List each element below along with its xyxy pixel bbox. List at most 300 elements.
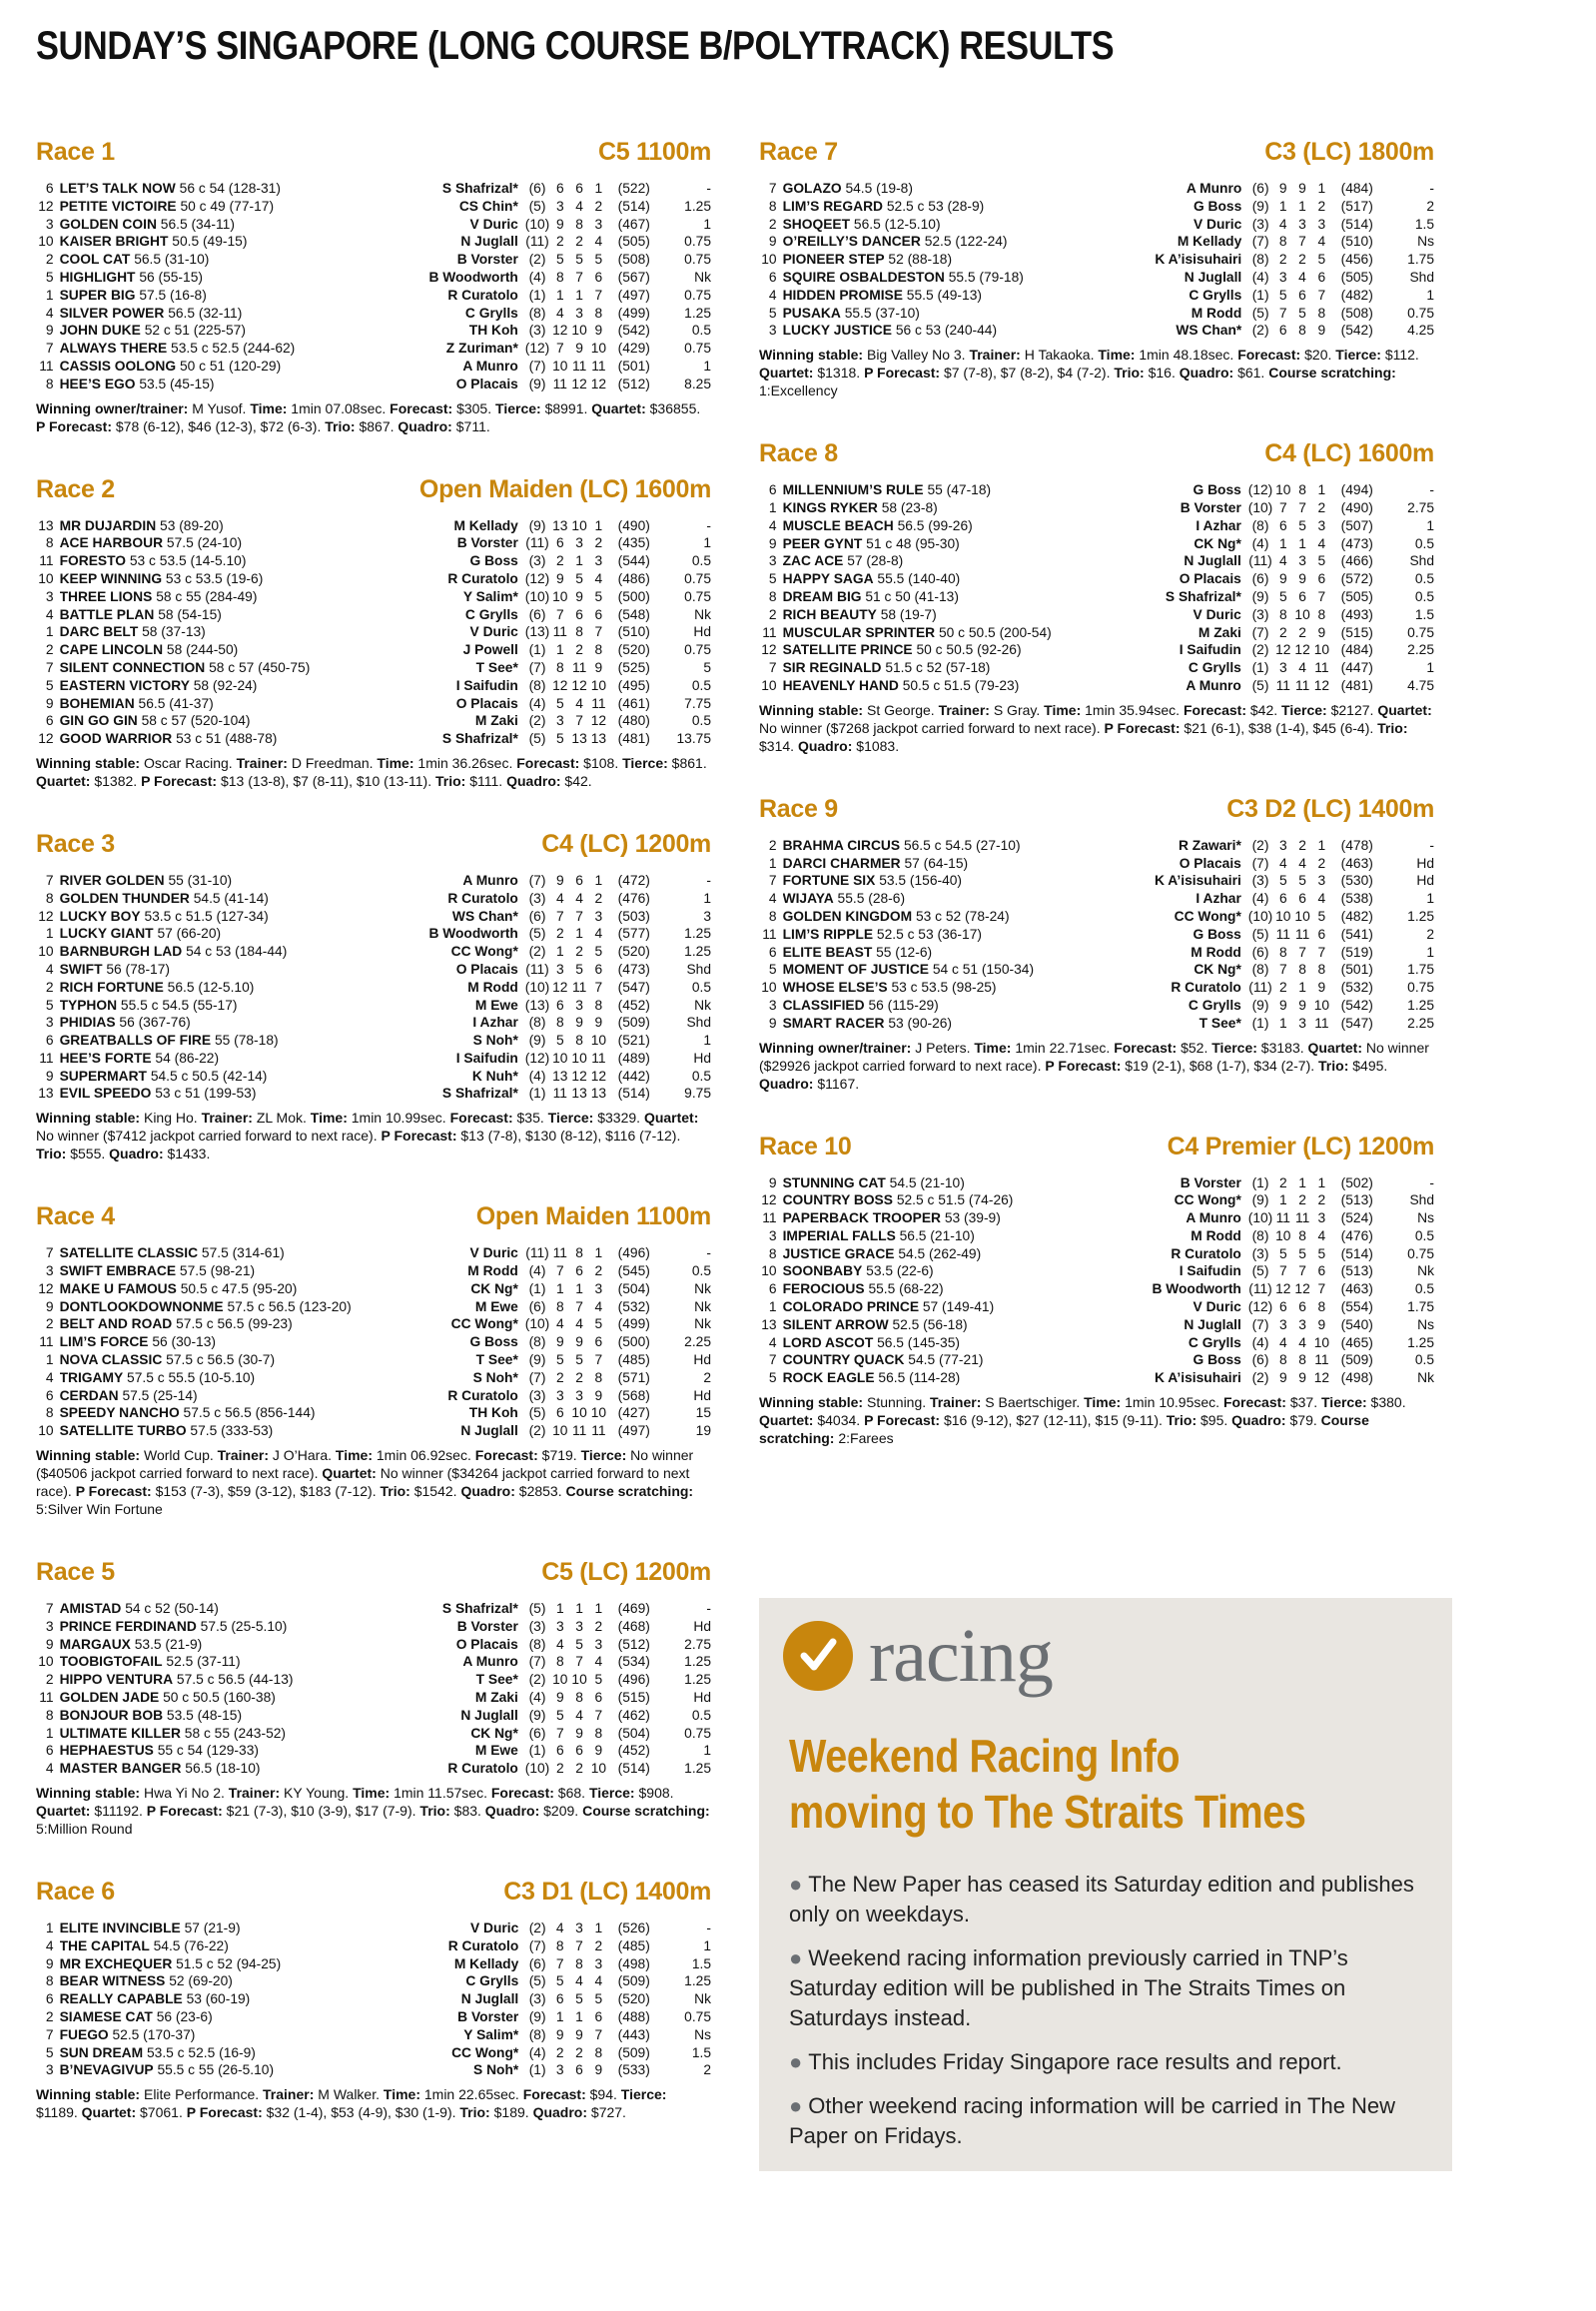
finish-position: 7 (594, 1352, 603, 1368)
race-header (36, 830, 711, 870)
horse-entry (60, 979, 413, 997)
weight-rating: 51 c 50 (41-13) (865, 588, 959, 604)
jockey: M Ewe (474, 997, 518, 1013)
table-row (36, 997, 711, 1015)
promo-headline-line-1: Weekend Racing Info (789, 1730, 1181, 1782)
horse-body-weight: (443) (617, 2026, 650, 2042)
table-row (36, 1351, 711, 1369)
horse-name: MR EXCHEQUER (59, 1955, 173, 1971)
horse-entry (60, 1920, 413, 1937)
horse-number: 11 (39, 358, 54, 374)
finish-position: 1 (594, 1601, 603, 1617)
position-800m: 4 (1278, 553, 1287, 569)
finish-position: 7 (594, 287, 603, 303)
jockey: C Grylls (1189, 287, 1242, 303)
summary-label: Trainer: (228, 1785, 281, 1802)
margin: 0.5 (1414, 571, 1434, 587)
margin: 0.75 (684, 252, 711, 268)
horse-entry (60, 712, 413, 730)
summary-value: $153 (7-3), $59 (3-12), $183 (7-12). (151, 1483, 381, 1500)
table-row (759, 1227, 1434, 1245)
horse-entry (60, 269, 413, 287)
margin: 0.75 (1407, 305, 1434, 321)
finish-position: 9 (594, 323, 603, 339)
finish-position: 9 (594, 1743, 603, 1759)
horse-body-weight: (532) (617, 1298, 650, 1314)
table-row (36, 890, 711, 908)
position-800m: 5 (555, 1973, 564, 1989)
finish-position: 8 (594, 1725, 603, 1741)
horse-body-weight: (427) (617, 1405, 650, 1421)
margin: Shd (1409, 1192, 1434, 1208)
summary-label: P Forecast: (36, 417, 112, 434)
margin: 0.75 (684, 287, 711, 303)
summary-label: Trainer: (217, 1447, 269, 1464)
horse-body-weight: (485) (617, 1352, 650, 1368)
summary-label: Winning owner/trainer: (759, 1039, 912, 1056)
position-400m: 1 (575, 2009, 583, 2024)
horse-entry (60, 1244, 413, 1262)
horse-body-weight: (512) (617, 1636, 650, 1652)
position-800m: 9 (555, 570, 564, 586)
margin: 2 (1426, 926, 1434, 942)
draw: (8) (1251, 1227, 1269, 1243)
jockey: N Juglall (1184, 1316, 1241, 1332)
summary-value: $3329. (593, 1110, 644, 1127)
horse-number: 2 (768, 606, 777, 622)
jockey: G Boss (469, 553, 518, 569)
horse-body-weight: (520) (617, 944, 650, 960)
horse-entry (783, 1015, 1137, 1033)
horse-entry (783, 1227, 1137, 1245)
finish-position: 5 (594, 1672, 603, 1688)
horse-number: 8 (45, 1973, 54, 1989)
summary-label: Forecast: (516, 754, 580, 771)
horse-name: RICH FORTUNE (59, 979, 164, 995)
weight-rating: 57.5 c 56.5 (99-23) (176, 1316, 293, 1332)
position-400m: 8 (1298, 482, 1306, 498)
finish-position: 6 (1317, 1263, 1326, 1279)
horse-name: SATELLITE CLASSIC (59, 1245, 199, 1261)
table-row (36, 1653, 711, 1671)
finish-position: 2 (1317, 499, 1326, 515)
margin: 1.25 (684, 1654, 711, 1670)
draw: (6) (1251, 571, 1269, 587)
finish-position: 1 (594, 517, 603, 533)
horse-name: SATELLITE PRINCE (782, 642, 913, 658)
draw: (4) (528, 695, 546, 711)
weight-rating: 53.5 (156-40) (879, 873, 963, 889)
horse-name: MASTER BANGER (59, 1761, 182, 1777)
summary-value: 1min 35.94sec. (1081, 701, 1184, 718)
position-400m: 6 (575, 606, 583, 622)
finish-position: 4 (594, 926, 603, 942)
draw: (9) (528, 517, 546, 533)
summary-value: $68. (553, 1785, 589, 1802)
horse-entry (783, 1191, 1137, 1209)
summary-value: $495. (1348, 1057, 1388, 1074)
horse-body-weight: (452) (617, 1743, 650, 1759)
table-row (36, 1937, 711, 1955)
promo-headline-line-2: moving to The Straits Times (789, 1786, 1306, 1838)
finish-position: 11 (591, 695, 606, 711)
jockey: CC Wong* (1174, 908, 1241, 924)
race-class-distance: C4 Premier (LC) 1200m (1167, 1132, 1434, 1160)
position-400m: 9 (575, 2026, 583, 2042)
horse-name: MOMENT OF JUSTICE (782, 962, 929, 978)
position-800m: 4 (1278, 855, 1287, 871)
horse-number: 6 (45, 1743, 54, 1759)
jockey: A Munro (462, 872, 518, 888)
horse-number: 7 (768, 660, 777, 676)
summary-value: M Yusof. (188, 399, 251, 416)
summary-value: $1318. (813, 365, 865, 382)
draw: (6) (528, 1298, 546, 1314)
margin: 8.25 (684, 376, 711, 391)
horse-body-weight: (468) (617, 1618, 650, 1634)
draw: (2) (1251, 642, 1269, 658)
summary-value: $112. (1380, 347, 1419, 364)
position-400m: 11 (571, 358, 587, 374)
summary-label: P Forecast: (381, 1128, 457, 1145)
horse-entry (60, 1369, 413, 1387)
jockey: TH Koh (468, 323, 518, 339)
summary-value: $16. (1144, 365, 1180, 382)
horse-number: 8 (768, 1245, 777, 1261)
weight-rating: 52.5 c 51.5 (74-26) (896, 1192, 1014, 1208)
jockey: M Rodd (1191, 944, 1241, 960)
position-800m: 1 (555, 1601, 564, 1617)
horse-number: 3 (768, 1227, 777, 1243)
horse-name: PRINCE FERDINAND (59, 1618, 197, 1634)
position-800m: 5 (1278, 287, 1287, 303)
margin: Ns (694, 2026, 711, 2042)
position-800m: 10 (1275, 908, 1291, 924)
table-row (759, 1280, 1434, 1298)
table-row (36, 1085, 711, 1103)
horse-number: 3 (768, 553, 777, 569)
weight-rating: 53 c 51 (488-78) (176, 731, 278, 747)
weight-rating: 56 (30-13) (152, 1334, 216, 1350)
horse-body-weight: (519) (1340, 944, 1373, 960)
jockey: R Curatolo (447, 287, 518, 303)
draw: (11) (525, 961, 549, 977)
finish-position: 5 (1317, 252, 1326, 268)
summary-value: Hwa Yi No 2. (140, 1785, 229, 1802)
horse-name: BEAR WITNESS (59, 1973, 166, 1989)
finish-position: 9 (1317, 980, 1326, 996)
summary-value: No winner ($40506 jackpot carried forward to next race). (36, 1447, 694, 1482)
position-400m: 2 (575, 944, 583, 960)
race-header (36, 1558, 711, 1598)
summary-value: $20. (1300, 347, 1336, 364)
jockey: R Curatolo (447, 570, 518, 586)
finish-position: 4 (1317, 891, 1326, 907)
finish-position: 4 (594, 570, 603, 586)
horse-name: SILENT ARROW (782, 1316, 889, 1332)
finish-position: 9 (1317, 323, 1326, 339)
summary-value: 1min 10.95sec. (1121, 1394, 1223, 1411)
weight-rating: 56.5 (114-28) (878, 1370, 961, 1386)
finish-position: 2 (594, 198, 603, 214)
draw: (9) (528, 2009, 546, 2024)
position-400m: 5 (575, 570, 583, 586)
bullet-icon: ● (789, 1872, 803, 1897)
table-row (759, 1191, 1434, 1209)
table-row (759, 855, 1434, 873)
table-row (36, 233, 711, 251)
table-row (759, 1245, 1434, 1263)
finish-position: 10 (1313, 1334, 1330, 1350)
draw: (8) (528, 305, 546, 321)
margin: - (706, 517, 711, 533)
horse-number: 8 (45, 1707, 54, 1723)
horse-entry (60, 730, 413, 748)
finish-position: 3 (594, 553, 603, 569)
position-800m: 13 (552, 1068, 568, 1084)
table-row (36, 1725, 711, 1743)
margin: 1.25 (684, 926, 711, 942)
race-name: Race 2 (36, 474, 115, 503)
horse-body-weight: (542) (1340, 997, 1373, 1013)
position-400m: 3 (575, 1921, 583, 1936)
draw: (13) (524, 624, 550, 640)
position-800m: 1 (555, 944, 564, 960)
finish-position: 13 (590, 1086, 607, 1102)
racing-logo (783, 1614, 1053, 1698)
horse-body-weight: (505) (617, 234, 650, 250)
summary-value: KY Young. (280, 1785, 354, 1802)
horse-entry (60, 588, 413, 606)
draw: (1) (528, 1086, 546, 1102)
position-800m: 4 (555, 1636, 564, 1652)
margin: 7.75 (684, 695, 711, 711)
horse-number: 9 (45, 1298, 54, 1314)
table-row (759, 305, 1434, 323)
horse-entry (60, 376, 413, 393)
finish-position: 2 (1317, 855, 1326, 871)
draw: (2) (528, 1423, 546, 1439)
horse-entry (60, 1315, 413, 1333)
summary-label: Trainer: (236, 754, 288, 771)
jockey: G Boss (1193, 926, 1241, 942)
table-row (36, 1422, 711, 1440)
horse-number: 11 (39, 1334, 54, 1350)
horse-name: JUSTICE GRACE (782, 1245, 895, 1261)
summary-value: J Peters. (911, 1039, 975, 1056)
margin: - (706, 1601, 711, 1617)
summary-value: $3183. (1256, 1039, 1308, 1056)
race-name: Race 10 (759, 1132, 852, 1160)
horse-entry (60, 1262, 413, 1280)
jockey: S Noh* (472, 1033, 518, 1049)
race-name: Race 8 (759, 439, 838, 468)
horse-name: PAPERBACK TROOPER (782, 1210, 941, 1226)
draw: (5) (528, 1405, 546, 1421)
summary-value: 1min 06.92sec. (373, 1447, 475, 1464)
position-400m: 4 (1298, 269, 1306, 285)
jockey: S Shafrizal* (1165, 588, 1241, 604)
race-section (36, 1558, 711, 1838)
position-800m: 10 (1275, 1227, 1291, 1243)
summary-value: $8991. (540, 399, 592, 416)
draw: (13) (524, 997, 550, 1013)
position-800m: 4 (555, 890, 564, 906)
position-400m: 8 (1298, 323, 1306, 339)
weight-rating: 55.5 (49-13) (906, 287, 982, 303)
horse-entry (783, 1209, 1137, 1227)
margin: 0.5 (691, 323, 711, 339)
jockey: O Placais (455, 695, 518, 711)
jockey: G Boss (1193, 198, 1242, 214)
position-400m: 8 (575, 1955, 583, 1971)
table-row (759, 1334, 1434, 1352)
jockey: M Ewe (474, 1743, 518, 1759)
summary-value: Oscar Racing. (140, 754, 237, 771)
horse-entry (783, 677, 1137, 695)
margin: 0.5 (691, 1068, 711, 1084)
jockey: I Saifudin (455, 1050, 518, 1066)
weight-rating: 52 (88-18) (888, 252, 953, 268)
margin: Nk (694, 1316, 711, 1332)
weight-rating: 51.5 c 52 (57-18) (885, 660, 991, 676)
finish-position: 5 (1317, 1245, 1326, 1261)
finish-position: 4 (594, 1654, 603, 1670)
horse-body-weight: (514) (1340, 1245, 1373, 1261)
draw: (7) (1251, 234, 1269, 250)
horse-entry (60, 908, 413, 926)
horse-name: GOOD WARRIOR (59, 731, 173, 747)
horse-body-weight: (490) (617, 517, 650, 533)
margin: 9.75 (684, 1086, 711, 1102)
summary-value: $19 (2-1), $68 (1-7), $34 (2-7). (1121, 1057, 1319, 1074)
summary-label: Course scratching: (759, 1412, 1369, 1447)
position-400m: 8 (575, 1245, 583, 1261)
summary-label: Winning stable: (36, 2086, 141, 2103)
summary-value: 1min 11.57sec. (390, 1785, 491, 1802)
draw: (10) (524, 216, 550, 232)
weight-rating: 57 (21-9) (184, 1921, 241, 1936)
horse-number: 1 (768, 1299, 777, 1315)
horse-body-weight: (484) (1340, 642, 1373, 658)
table-row (36, 1333, 711, 1351)
summary-label: Quartet: (81, 2104, 137, 2121)
summary-value: No winner ($29926 jackpot carried forward to next race). (759, 1039, 1429, 1074)
weight-rating: 58 c 55 (243-52) (184, 1725, 287, 1741)
jockey: I Saifudin (1179, 1263, 1241, 1279)
horse-body-weight: (545) (617, 1263, 650, 1279)
summary-value: $79. (1285, 1412, 1321, 1429)
horse-body-weight: (489) (617, 1050, 650, 1066)
jockey: B Woodworth (428, 269, 518, 285)
finish-position: 12 (590, 1068, 607, 1084)
horse-number: 10 (761, 1263, 777, 1279)
position-800m: 5 (555, 1352, 564, 1368)
table-row (759, 570, 1434, 588)
draw: (7) (528, 1654, 546, 1670)
position-800m: 12 (1275, 642, 1291, 658)
race-summary (36, 1446, 711, 1518)
finish-position: 11 (591, 358, 606, 374)
horse-entry (60, 340, 413, 358)
jockey: A Munro (462, 358, 518, 374)
position-400m: 8 (1298, 1227, 1306, 1243)
finish-position: 1 (1317, 181, 1326, 196)
summary-label: Time: (974, 1039, 1012, 1056)
horse-number: 9 (768, 234, 777, 250)
position-800m: 9 (555, 2026, 564, 2042)
promo-box (759, 1598, 1452, 2171)
race-name: Race 7 (759, 138, 838, 166)
weight-rating: 57.5 c 56.5 (30-7) (166, 1352, 276, 1368)
horse-number: 5 (768, 962, 777, 978)
margin: 1 (1426, 944, 1434, 960)
weight-rating: 52.5 (122-24) (924, 234, 1008, 250)
horse-body-weight: (514) (617, 1086, 650, 1102)
weight-rating: 51 c 48 (95-30) (866, 535, 960, 551)
horse-entry (60, 1085, 413, 1103)
position-800m: 8 (1278, 606, 1287, 622)
weight-rating: 56 (78-17) (106, 961, 170, 977)
finish-position: 5 (594, 1991, 603, 2007)
finish-position: 7 (1317, 1281, 1326, 1297)
race-summary (759, 346, 1434, 399)
summary-label: Trio: (1377, 719, 1408, 736)
summary-value: $61. (1233, 365, 1269, 382)
table-row (36, 1671, 711, 1689)
summary-label: Forecast: (522, 2086, 586, 2103)
horse-body-weight: (510) (1340, 234, 1373, 250)
horse-body-weight: (504) (617, 1280, 650, 1296)
horse-number: 8 (768, 588, 777, 604)
horse-number: 9 (768, 1174, 777, 1190)
finish-position: 9 (1317, 1316, 1326, 1332)
position-400m: 8 (575, 1033, 583, 1049)
weight-rating: 57.5 (25-14) (122, 1387, 198, 1403)
horse-name: ZAC ACE (782, 553, 844, 569)
position-800m: 1 (555, 642, 564, 658)
summary-value: $908. (634, 1785, 674, 1802)
horse-body-weight: (496) (617, 1672, 650, 1688)
horse-body-weight: (542) (1340, 323, 1373, 339)
summary-label: Trio: (459, 2104, 490, 2121)
table-row (36, 730, 711, 748)
horse-name: AMISTAD (59, 1601, 122, 1617)
horse-number: 5 (45, 677, 54, 693)
race-summary (36, 399, 711, 435)
horse-body-weight: (496) (617, 1245, 650, 1261)
summary-label: Winning stable: (36, 1447, 141, 1464)
draw: (10) (1247, 499, 1273, 515)
summary-value: $7061. (136, 2104, 187, 2121)
margin: 1 (703, 1033, 711, 1049)
weight-rating: 56.5 (21-10) (899, 1227, 975, 1243)
margin: 0.5 (1414, 1281, 1434, 1297)
summary-value: $209. (539, 1803, 583, 1820)
horse-body-weight: (485) (617, 1937, 650, 1953)
jockey: O Placais (455, 1636, 518, 1652)
horse-entry (60, 1014, 413, 1032)
horse-entry (60, 1636, 413, 1654)
horse-number: 12 (38, 1280, 54, 1296)
finish-position: 11 (1314, 1015, 1329, 1031)
draw: (10) (524, 588, 550, 604)
summary-value: 1min 07.08sec. (287, 399, 391, 416)
summary-label: Quartet: (36, 1803, 91, 1820)
horse-entry (783, 322, 1137, 340)
position-400m: 4 (1298, 660, 1306, 676)
jockey: A Munro (1186, 677, 1241, 693)
